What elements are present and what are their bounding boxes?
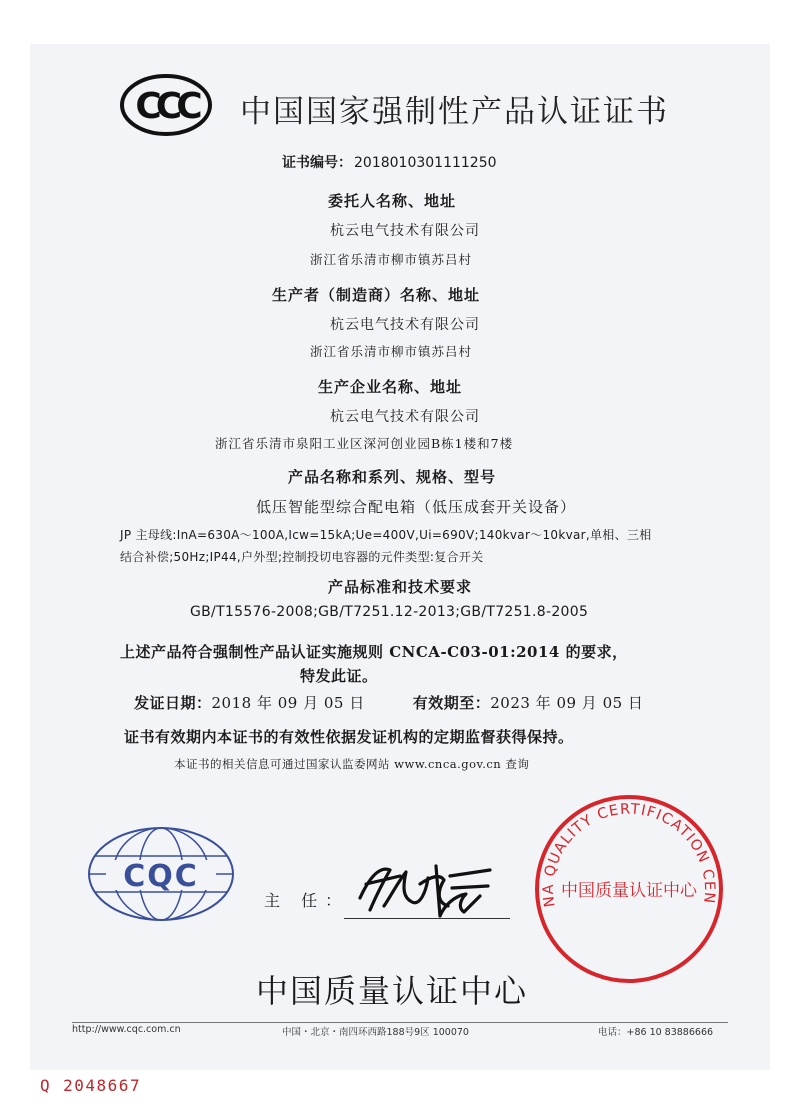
conformity-statement bbox=[120, 640, 680, 688]
signature-line bbox=[344, 918, 510, 919]
manufacturer-heading: 生产者（制造商）名称、地址 bbox=[272, 286, 481, 304]
issue-date-label: 发证日期： bbox=[134, 694, 212, 712]
footer-address: 中国・北京・南四环西路188号9区 100070 bbox=[282, 1027, 469, 1038]
expiry-date-label: 有效期至： bbox=[412, 694, 491, 712]
issue-date-value: 2018 年 09 月 05 日 bbox=[211, 694, 365, 712]
footer-url: http://www.cqc.com.cn bbox=[72, 1024, 181, 1035]
svg-text:CHINA QUALITY CERTIFICATION CE: NA QUALITY CERTIFICATION CEN bbox=[540, 801, 718, 909]
factory-heading: 生产企业名称、地址 bbox=[318, 378, 463, 396]
dates-row bbox=[134, 692, 643, 713]
validity-note: 证书有效期内本证书的有效性依据发证机构的定期监督获得保持。 bbox=[124, 728, 574, 746]
product-spec-line-1: JP 主母线:InA=630A～100A,Icw=15kA;Ue=400V,Ui=690V;140kvar～10kvar,单相、三相 bbox=[120, 528, 652, 542]
standards-heading: 产品标准和技术要求 bbox=[328, 578, 473, 596]
director-label: 主 任： bbox=[264, 891, 350, 910]
ccc-mark-icon bbox=[120, 74, 212, 136]
product-spec-line-2: 结合补偿;50Hz;IP44,户外型;控制投切电容器的元件类型:复合开关 bbox=[120, 550, 484, 564]
certificate-title: 中国国家强制性产品认证证书 bbox=[240, 94, 669, 130]
product-heading: 产品名称和系列、规格、型号 bbox=[288, 468, 497, 486]
svg-text:CCC: CCC bbox=[135, 86, 197, 127]
conformity-line-2: 特发此证。 bbox=[300, 667, 378, 685]
expiry-date-value: 2023 年 09 月 05 日 bbox=[490, 694, 644, 712]
conformity-line-1: 上述产品符合强制性产品认证实施规则 CNCA-C03-01:2014 的要求， bbox=[120, 643, 628, 661]
svg-text:中国质量认证中心: 中国质量认证中心 bbox=[561, 881, 697, 901]
client-heading: 委托人名称、地址 bbox=[328, 192, 457, 210]
official-seal bbox=[532, 792, 726, 986]
factory-address: 浙江省乐清市泉阳工业区深河创业园B栋1楼和7楼 bbox=[215, 436, 514, 451]
serial-prefix: Q bbox=[40, 1076, 52, 1095]
svg-text:CQC: CQC bbox=[123, 859, 199, 894]
factory-name: 杭云电气技术有限公司 bbox=[330, 409, 480, 425]
client-address: 浙江省乐清市柳市镇苏吕村 bbox=[310, 252, 473, 267]
manufacturer-address: 浙江省乐清市柳市镇苏吕村 bbox=[310, 344, 473, 359]
product-spec bbox=[120, 524, 680, 568]
manufacturer-name: 杭云电气技术有限公司 bbox=[330, 317, 480, 333]
product-name: 低压智能型综合配电箱（低压成套开关设备） bbox=[256, 498, 577, 516]
serial-value: 2048667 bbox=[63, 1076, 142, 1095]
footer-phone: 电话：+86 10 83886666 bbox=[598, 1027, 714, 1038]
standards-value: GB/T15576-2008;GB/T7251.12-2013;GB/T7251.8-2005 bbox=[190, 604, 589, 620]
certificate-number-label: 证书编号： bbox=[282, 155, 352, 171]
client-name: 杭云电气技术有限公司 bbox=[330, 223, 480, 239]
serial-number bbox=[40, 1076, 141, 1095]
cqc-globe-icon bbox=[84, 822, 238, 926]
issuer-name: 中国质量认证中心 bbox=[256, 972, 529, 1010]
director-signature bbox=[340, 836, 510, 926]
certificate-number-value: 2018010301111250 bbox=[354, 155, 497, 171]
footer-divider bbox=[72, 1022, 728, 1023]
certificate-number bbox=[282, 152, 497, 172]
website-note: 本证书的相关信息可通过国家认监委网站 www.cnca.gov.cn 查询 bbox=[174, 757, 530, 771]
